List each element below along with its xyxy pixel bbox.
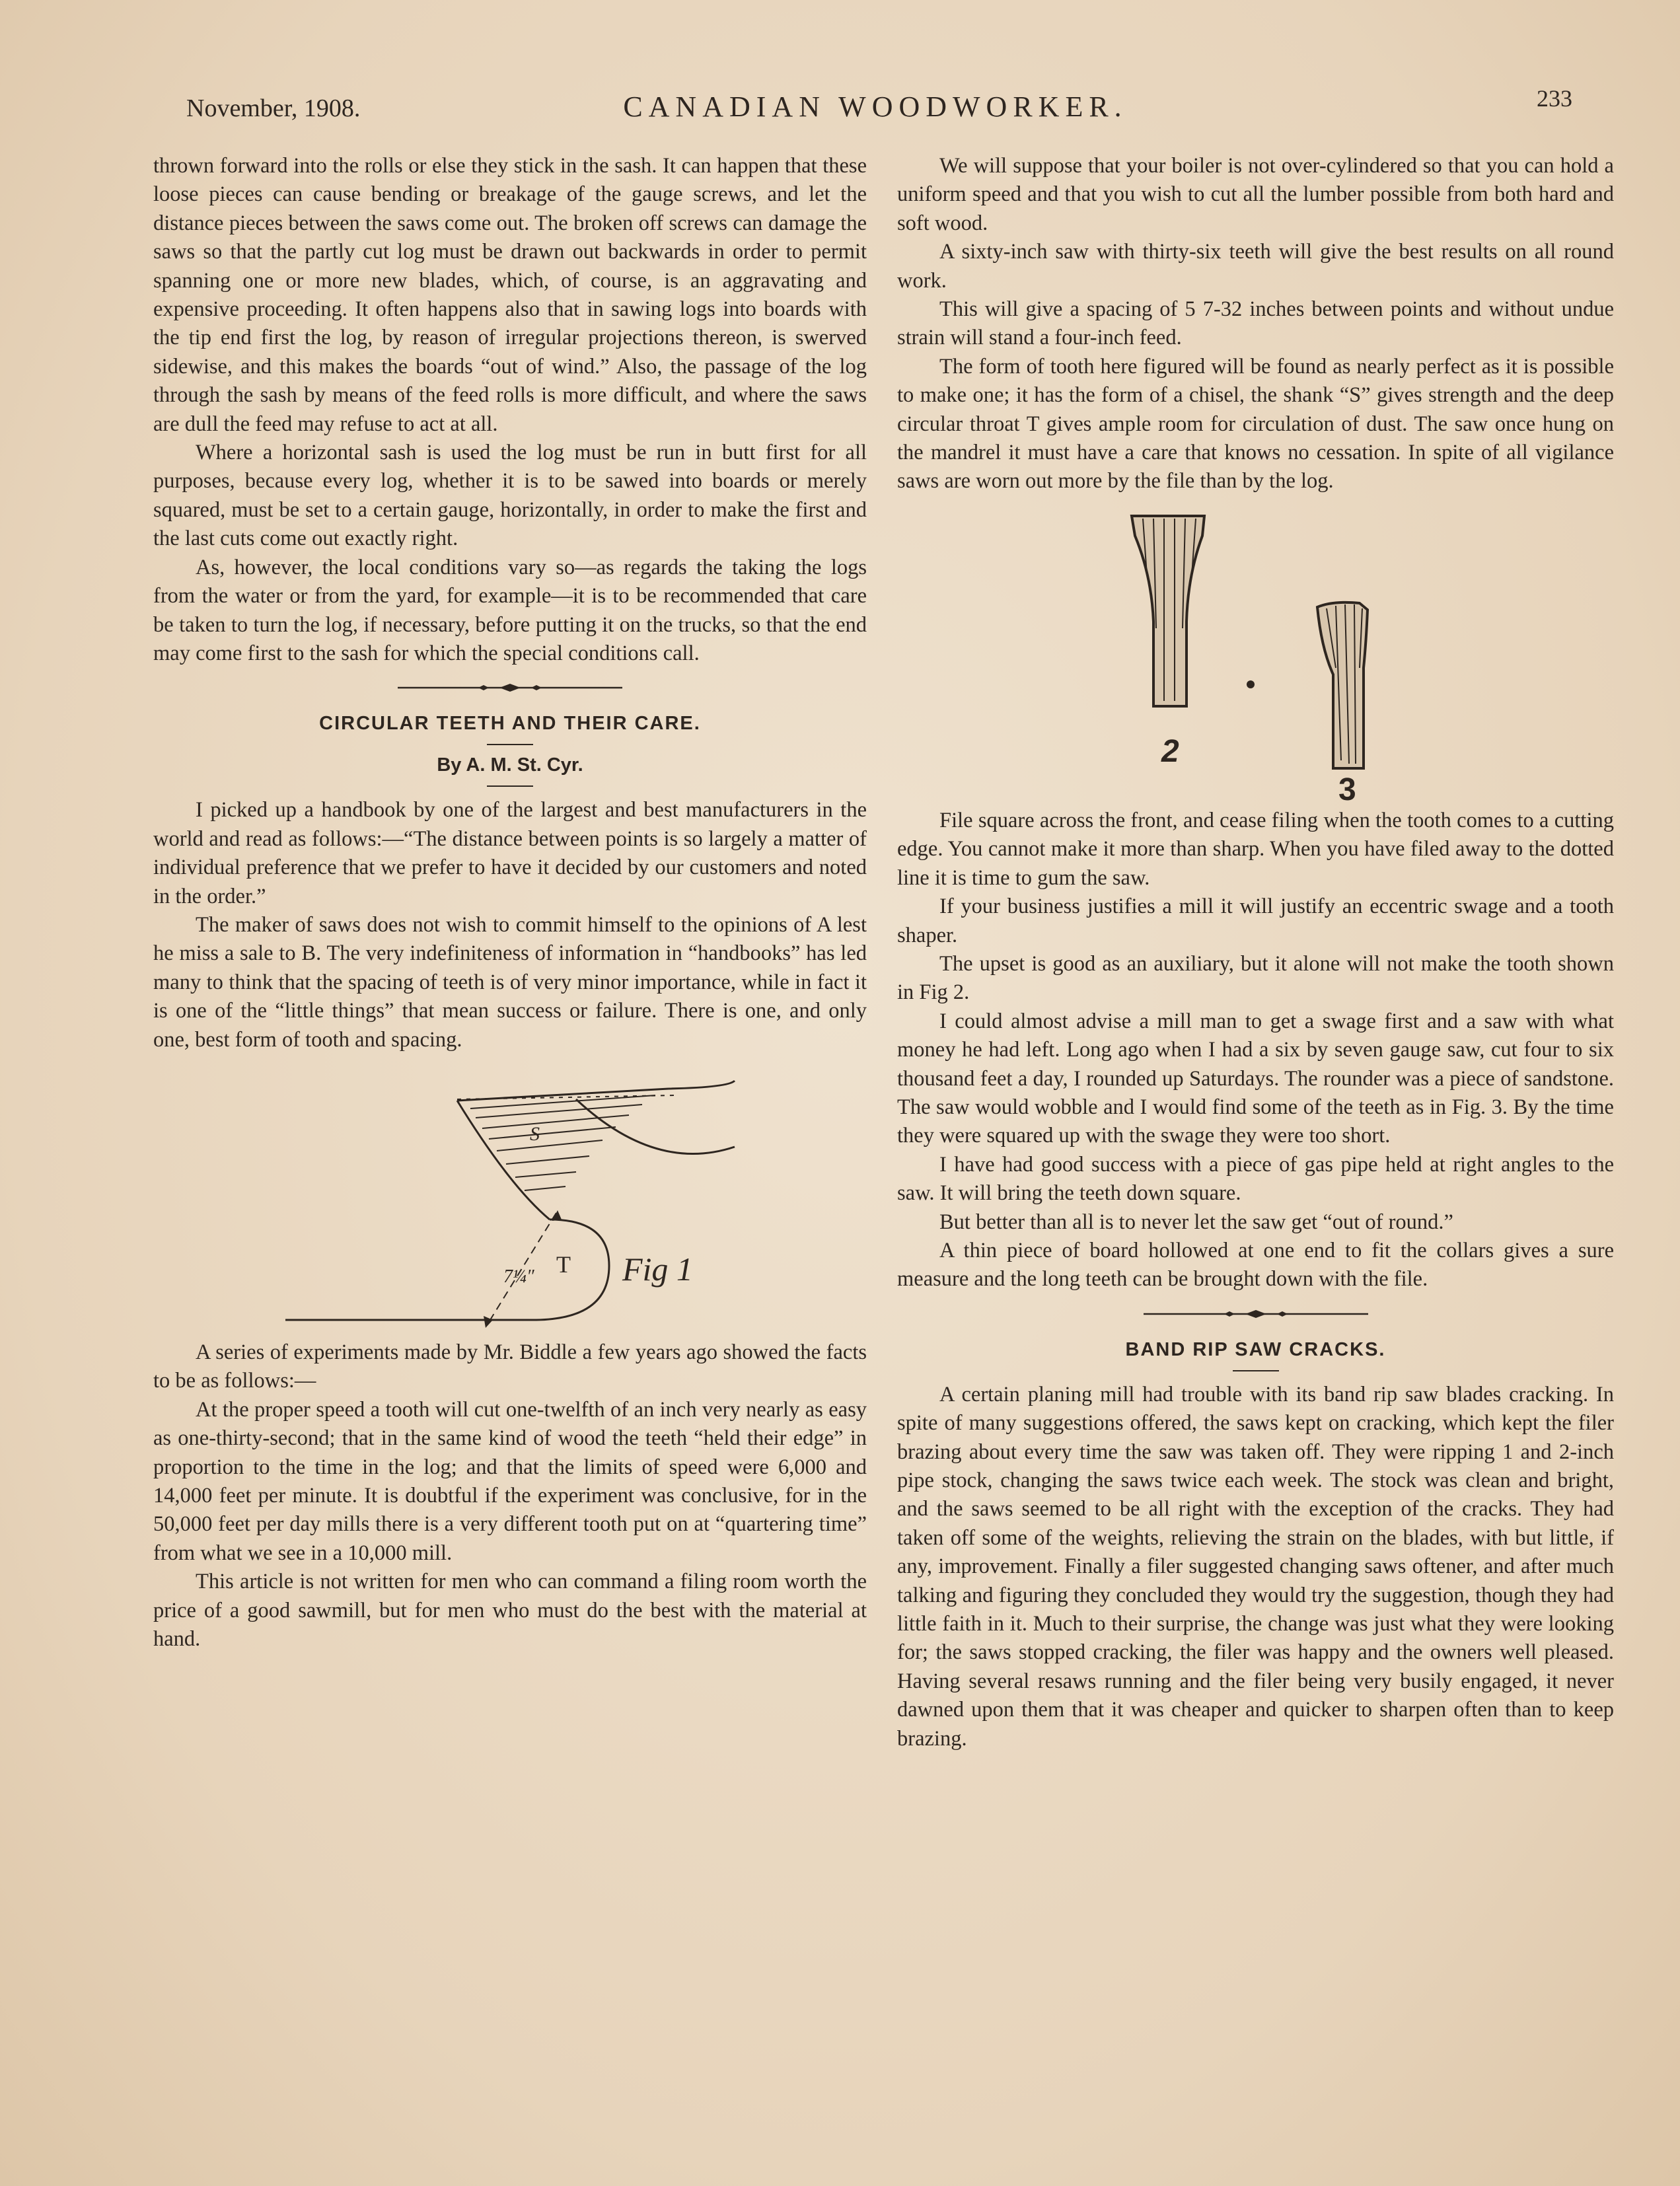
header-title: CANADIAN WOODWORKER. <box>623 91 1128 123</box>
paragraph: File square across the front, and cease filing when the tooth comes to a cutting edge. You cannot make it more than sharp. When you have filed away to the dotted line it is time to gum the saw. <box>897 808 1614 890</box>
paragraph: thrown forward into the rolls or else they stick in the sash. It can happen that these loose pieces can cause bending or breakage of the gauge screws, and let the distance pieces between the saws come out. The broken off screws can damage the saws so that the partly cut log must be drawn out backwards in order to permit spanning one or more new blades, which, of course, is an aggravating and expensive proceeding. It often happens also that in sawing logs into boards with the tip end first the log, by reason of irregular projections thereon, is swerved sidewise, and this makes the boards “out of wind.” Also, the passage of the log through the sash by means of the feed rolls is more difficult, and where the saws are dull the feed may refuse to act at all. <box>153 154 867 436</box>
right-column <box>897 152 1614 1753</box>
paragraph: I picked up a handbook by one of the largest and best manufacturers in the world and read as follows:—“The distance between points is so largely a matter of individual preference that we prefer to have it decided by our customers and noted in the order.” <box>153 798 867 908</box>
divider <box>487 744 533 745</box>
paragraph: A certain planing mill had trouble with its band rip saw blades cracking. In spite of many suggestions offered, the saws kept on cracking, which kept the filer brazing about every time the saw was taken off. They were ripping 1 and 2-inch pipe stock, changing the saws twice each week. The stock was clean and bright, and the saws seemed to be all right with the exception of the cracks. They had taken off some of the weights, relieving the strain on the blades, with but little, if any, improvement. Finally a filer suggested changing saws oftener, and after much talking and figuring they concluded they would try the suggestion, though they had little faith in it. Much to their surprise, the change was just what they were looking for; the saws stopped cracking, the filer was happy and the owners well pleased. Having several resaws running and the filer being very busily engaged, it never dawned upon them that it was cheaper and quicker to sharpen often than to keep brazing. <box>897 1382 1614 1751</box>
saw-tooth-drawing <box>153 1054 867 1338</box>
article-byline: By A. M. St. Cyr. <box>437 754 583 776</box>
paragraph: The form of tooth here figured will be found as nearly perfect as it is possible to make one; it has the form of a chisel, the shank “S” gives strength and the deep circular throat T gives ample room for circulation of dust. The saw once hung on the mandrel it must have a care that knows no cessation. In spite of all vigilance saws are worn out more by the file than by the log. <box>897 354 1614 493</box>
paragraph: The maker of saws does not wish to commit himself to the opinions of A lest he miss a sale to B. The very indefiniteness of information in “handbooks” has led many to think that the spacing of teeth is of very minor importance, while in fact it is one of the “little things” that mean success or failure. There is one, and only one, best form of tooth and spacing. <box>153 912 867 1052</box>
paragraph: We will suppose that your boiler is not over-cylindered so that you can hold a uniform speed and that you wish to cut all the lumber possible from both hard and soft wood. <box>897 154 1614 235</box>
section-separator <box>897 1294 1614 1334</box>
paragraph: This will give a spacing of 5 7-32 inches between points and without undue strain will stand a four-inch feed. <box>897 297 1614 350</box>
page-number: 233 <box>1537 85 1572 112</box>
article-title: BAND RIP SAW CRACKS. <box>1125 1338 1386 1360</box>
figure-3-tooth <box>1317 602 1368 768</box>
left-column <box>153 152 867 1654</box>
article-title: CIRCULAR TEETH AND THEIR CARE. <box>319 713 701 735</box>
divider <box>487 785 533 787</box>
paragraph: I could almost advise a mill man to get a swage first and a saw with what money he had left. Long ago when I had a six by seven gauge saw, cut four to six thousand feet a day, I rounded up Saturdays. The rounder was a piece of sandstone. The saw would wobble and I would find some of the teeth as in Fig. 3. By the time they were squared up with the swage they were too short. <box>897 1009 1614 1148</box>
paragraph: But better than all is to never let the saw get “out of round.” <box>939 1210 1453 1234</box>
paragraph: This article is not written for men who can command a filing room worth the price of a good sawmill, but for men who must do the best with the material at hand. <box>153 1570 867 1652</box>
paragraph: Where a horizontal sash is used the log must be run in butt first for all purposes, because every log, whether it is to be sawed into boards or merely squared, must be set to a certain gauge, horizontally, in order to make the first and the last cuts come out exactly right. <box>153 441 867 551</box>
page-header <box>178 85 1572 124</box>
ornament-divider <box>391 681 629 694</box>
figure-2-tooth <box>1132 516 1204 706</box>
figure-2-label: 2 <box>1161 733 1179 769</box>
paragraph: At the proper speed a tooth will cut one-twelfth of an inch very nearly as easy as one-thirty-second; that in the same kind of wood the teeth “held their edge” in proportion to the time in the log; and that the limits of speed were 6,000 and 14,000 feet per minute. It is doubtful if the experiment was conclusive, for in the 50,000 feet per day mills there is a very different tooth put on at “quartering time” from what we see in a 10,000 mill. <box>153 1397 867 1565</box>
dot-mark <box>1247 680 1255 688</box>
dimension-label: 7¼″ <box>503 1266 534 1287</box>
header-date: November, 1908. <box>186 94 361 122</box>
divider <box>1233 1370 1279 1371</box>
swaged-teeth-drawing <box>897 496 1614 807</box>
ornament-divider <box>1137 1307 1375 1321</box>
shank-s-label: S <box>530 1122 540 1145</box>
paragraph: A thin piece of board hollowed at one end to fit the collars gives a sure measure and the long teeth can be brought down with the file. <box>897 1238 1614 1292</box>
paragraph: I have had good success with a piece of gas pipe held at right angles to the saw. It will bring the teeth down square. <box>897 1152 1614 1206</box>
paragraph: The upset is good as an auxiliary, but it alone will not make the tooth shown in Fig 2. <box>897 951 1614 1005</box>
throat-t-label: T <box>556 1251 571 1278</box>
paragraph: A series of experiments made by Mr. Biddle a few years ago showed the facts to be as follows:— <box>153 1340 867 1393</box>
section-separator <box>153 668 867 708</box>
paragraph: A sixty-inch saw with thirty-six teeth will give the best results on all round work. <box>897 240 1614 293</box>
figure-3-label: 3 <box>1338 772 1356 807</box>
figure-1-label: Fig 1 <box>622 1250 693 1288</box>
figure-1-tooth-diagram <box>153 1054 867 1338</box>
figures-2-3-tooth-shapes <box>897 496 1614 807</box>
paragraph: If your business justifies a mill it will justify an eccentric swage and a tooth shaper. <box>897 894 1614 947</box>
paragraph: As, however, the local conditions vary so—as regards the taking the logs from the water or from the yard, for example—it is to be recommended that care be taken to turn the log, if necessary, before putting it on the trucks, so that the end may come first to the sash for which the special conditions call. <box>153 555 867 665</box>
